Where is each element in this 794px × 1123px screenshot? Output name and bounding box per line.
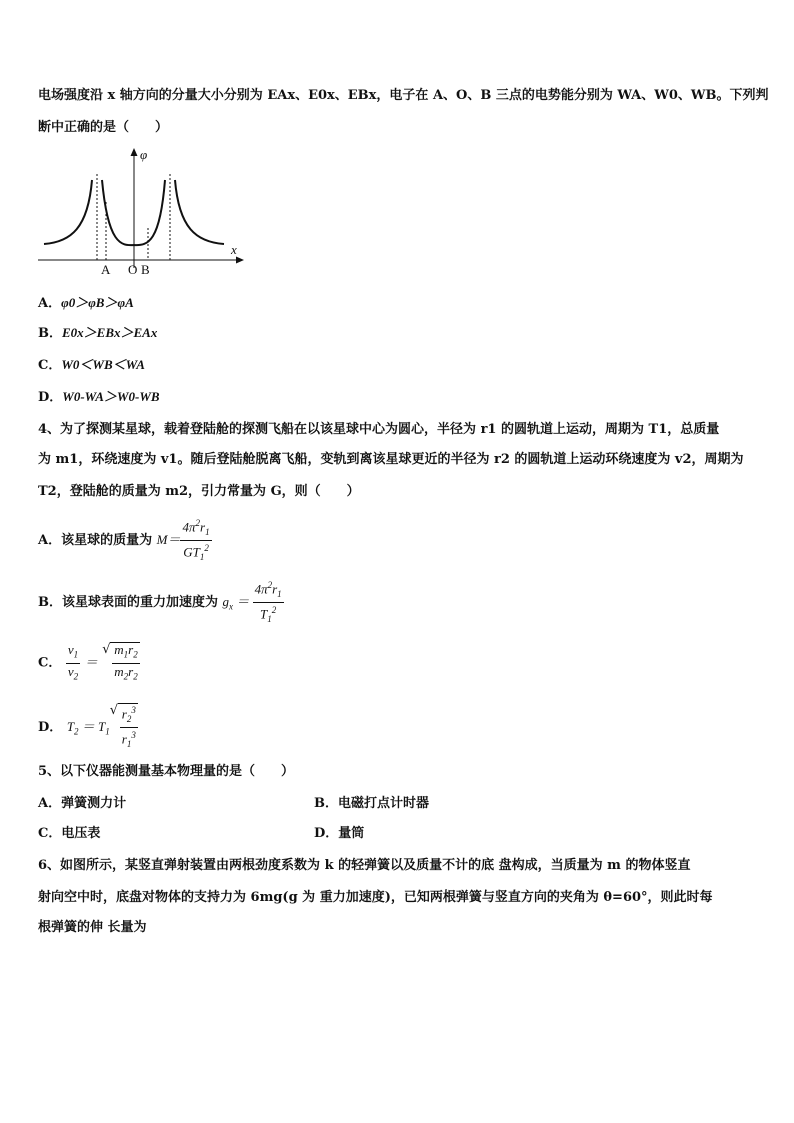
formula-b: $g_x$ ＝	[222, 593, 253, 612]
phi-axis-label: φ	[140, 147, 148, 162]
formula-a: M＝	[156, 531, 181, 547]
q3-stem-line2: 断中正确的是（ ）	[38, 120, 169, 135]
point-b-label: B	[141, 262, 150, 277]
q5-stem: 5、以下仪器能测量基本物理量的是（ ）	[38, 764, 295, 779]
y-axis-arrow	[131, 148, 138, 156]
x-axis-label: x	[231, 242, 237, 257]
formula-c-sqrt: √ $\frac{m_1r_2}{m_2r_2}$	[102, 642, 138, 682]
curve-left	[44, 180, 92, 244]
q4-option-b: B．该星球表面的重力加速度为 $g_x$ ＝ $\frac{4\pi^2r_1}{T_1^2}$	[38, 578, 284, 627]
q5-option-a: A．弹簧测力计	[38, 796, 127, 811]
q5-option-d: D．量筒	[314, 826, 365, 841]
q5-option-c: C．电压表	[38, 826, 101, 841]
q6-stem-line2: 射向空中时，底盘对物体的支持力为 6mg(g 为 重力加速度)，已知两根弹簧与竖直方向的夹角为 θ=60°，则此时每	[38, 890, 713, 905]
q3-option-b: B．E0x＞EBx＞EAx	[38, 325, 158, 341]
point-a-label: A	[101, 262, 111, 277]
q4-stem-line1: 4、为了探测某星球，载着登陆舱的探测飞船在以该星球中心为圆心，半径为 r1 的圆轨道上运动，周期为 T1，总质量	[38, 422, 720, 437]
q3-stem-line1: 电场强度沿 x 轴方向的分量大小分别为 EAx、E0x、EBx，电子在 A、O、B 三点的电势能分别为 WA、W0、WB。下列判	[38, 88, 769, 103]
q5-option-b: B．电磁打点计时器	[314, 796, 430, 811]
q6-stem-line3: 根弹簧的伸 长量为	[38, 920, 147, 935]
point-o-label: O	[128, 262, 138, 277]
formula-d: $T_2 = T_1$	[66, 718, 110, 737]
q4-option-d: D． $T_2 = T_1$ √ $\frac{r_2^3}{r_1^3}$	[38, 703, 138, 752]
q3-option-a: A．φ0＞φB＞φA	[38, 295, 134, 311]
q4-option-a: A．该星球的质量为 M＝ $\frac{4\pi^2r_1}{GT_1^2}$	[38, 516, 212, 565]
x-axis-arrow	[236, 257, 244, 264]
formula-b-fraction: $\frac{4\pi^2r_1}{T_1^2}$	[254, 580, 282, 624]
formula-c-left: $\frac{v_1}{v_2}$	[67, 642, 79, 682]
q4-option-c: C． $\frac{v_1}{v_2}$ ＝ √ $\frac{m_1r_2}{m_2r_2}$	[38, 642, 140, 684]
formula-a-fraction: $\frac{4\pi^2r_1}{GT_1^2}$	[182, 518, 210, 562]
q6-stem-line1: 6、如图所示，某竖直弹射装置由两根劲度系数为 k 的轻弹簧以及质量不计的底 盘构成，当质量为 m 的物体竖直	[38, 858, 691, 873]
potential-graph	[36, 144, 248, 276]
q4-stem-line2: 为 m1，环绕速度为 v1。随后登陆舱脱离飞船，变轨到离该星球更近的半径为 r2 的圆轨道上运动环绕速度为 v2，周期为	[38, 452, 744, 467]
q3-option-d: D．W0-WA＞W0-WB	[38, 389, 160, 405]
q3-option-c: C．W0＜WB＜WA	[38, 357, 145, 373]
formula-d-sqrt: √ $\frac{r_2^3}{r_1^3}$	[109, 703, 136, 749]
q4-stem-line3: T2，登陆舱的质量为 m2，引力常量为 G，则（ ）	[38, 484, 360, 499]
curve-right	[175, 180, 224, 244]
